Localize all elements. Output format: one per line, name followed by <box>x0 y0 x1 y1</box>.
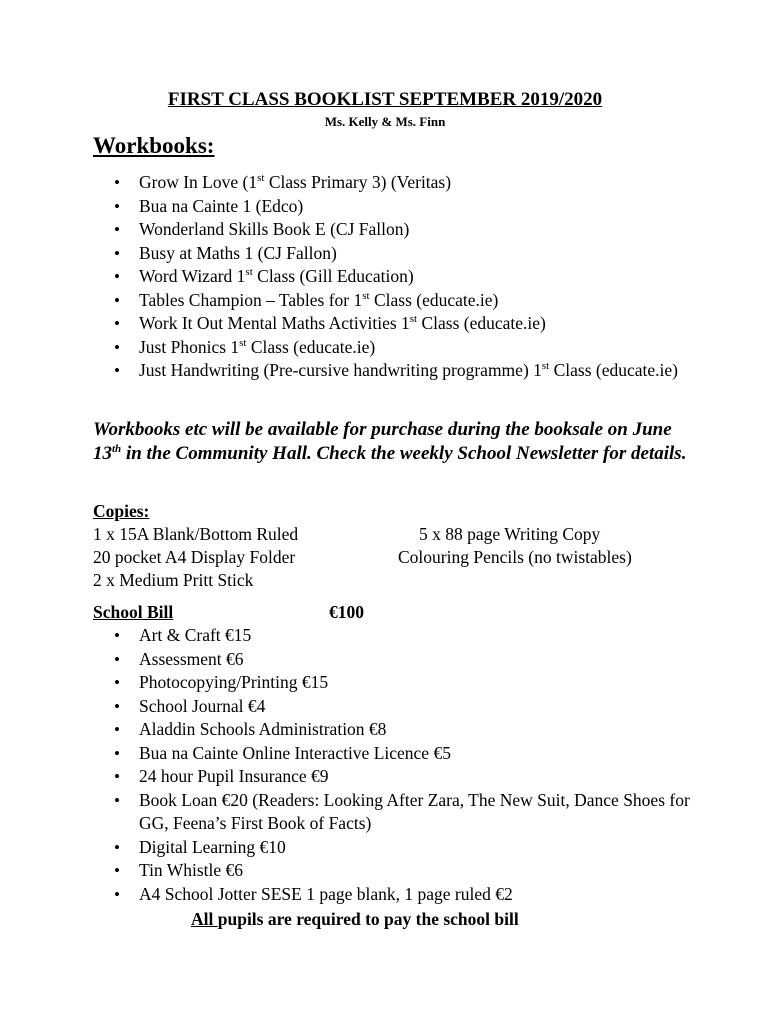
workbook-item <box>0 312 770 336</box>
workbook-text: Grow In Love (1 <box>139 172 258 192</box>
workbook-text: Just Phonics 1 <box>139 336 240 357</box>
bill-item: • Assessment €6 <box>0 648 770 672</box>
ordinal-suffix: st <box>239 336 247 349</box>
notice-text-start: Workbooks etc will be available for purchase during the booksale on June 13 <box>93 419 672 464</box>
bill-item: • Tin Whistle €6 <box>0 859 770 883</box>
notice-text-end: in the Community Hall. Check the weekly School Newsletter for details. <box>121 443 687 464</box>
workbook-item <box>0 171 770 195</box>
booksale-notice <box>93 418 703 466</box>
page-title: FIRST CLASS BOOKLIST SEPTEMBER 2019/2020 <box>167 89 603 110</box>
payment-requirement-note <box>191 908 519 931</box>
copies-heading: Copies: <box>93 501 150 521</box>
bill-item: • Digital Learning €10 <box>0 836 770 860</box>
workbook-item <box>0 336 770 360</box>
workbook-item <box>0 218 770 242</box>
copy-item: 1 x 15A Blank/Bottom Ruled <box>93 524 299 544</box>
bill-item: • Art & Craft €15 <box>0 624 770 648</box>
ordinal-suffix: st <box>257 172 265 184</box>
ordinal-suffix: st <box>541 360 550 372</box>
workbook-text-end: Class (educate.ie) <box>369 289 499 310</box>
school-bill-total: €100 <box>329 602 364 622</box>
bill-item: • Photocopying/Printing €15 <box>0 671 770 695</box>
workbook-text-end: Class Primary 3) (Veritas) <box>264 172 452 192</box>
bill-item: • School Journal €4 <box>0 695 770 719</box>
workbook-text-end: Class (Gill Education) <box>252 266 414 286</box>
footer-emphasis: All <box>191 909 218 929</box>
copy-item: 20 pocket A4 Display Folder <box>93 547 296 567</box>
teachers-subtitle: Ms. Kelly & Ms. Finn <box>324 114 446 129</box>
workbook-item <box>0 195 770 219</box>
bill-item: • Aladdin Schools Administration €8 <box>0 718 770 742</box>
workbook-text: Just Handwriting (Pre-cursive handwriting programme) 1 <box>139 360 542 380</box>
ordinal-suffix: st <box>245 266 253 278</box>
workbook-item <box>0 242 770 266</box>
workbook-text: Work It Out Mental Maths Activities 1 <box>139 313 410 333</box>
bill-item: • Book Loan €20 (Readers: Looking After Zara, The New Suit, Dance Shoes for GG, Feena’s First Book of Facts) <box>0 789 770 836</box>
workbook-item <box>0 359 770 383</box>
workbooks-heading: Workbooks: <box>93 133 215 158</box>
copy-item: 2 x Medium Pritt Stick <box>93 570 254 590</box>
school-bill-heading: School Bill <box>93 602 174 622</box>
bill-item: • 24 hour Pupil Insurance €9 <box>0 765 770 789</box>
copy-item: Colouring Pencils (no twistables) <box>398 547 632 567</box>
ordinal-suffix: st <box>409 313 418 325</box>
workbook-text-end: Class (educate.ie) <box>417 313 546 333</box>
bill-item: • A4 School Jotter SESE 1 page blank, 1 page ruled €2 <box>0 883 770 907</box>
school-bill-list <box>0 624 770 906</box>
workbook-text: Busy at Maths 1 (CJ Fallon) <box>139 242 337 263</box>
copy-item: 5 x 88 page Writing Copy <box>419 524 601 544</box>
workbooks-list <box>0 171 770 383</box>
ordinal-suffix: st <box>362 289 370 302</box>
workbook-text: Word Wizard 1 <box>139 266 246 286</box>
notice-ordinal-suffix: th <box>112 443 122 455</box>
workbook-text-end: Class (educate.ie) <box>246 336 376 357</box>
workbook-text: Tables Champion – Tables for 1 <box>139 289 363 310</box>
footer-text: pupils are required to pay the school bill <box>217 909 519 929</box>
workbook-text: Wonderland Skills Book E (CJ Fallon) <box>139 219 410 239</box>
workbook-text: Bua na Cainte 1 (Edco) <box>139 195 304 216</box>
bill-item: • Bua na Cainte Online Interactive Licence €5 <box>0 742 770 766</box>
workbook-item <box>0 265 770 289</box>
workbook-text-end: Class (educate.ie) <box>549 360 679 380</box>
workbook-item <box>0 289 770 313</box>
